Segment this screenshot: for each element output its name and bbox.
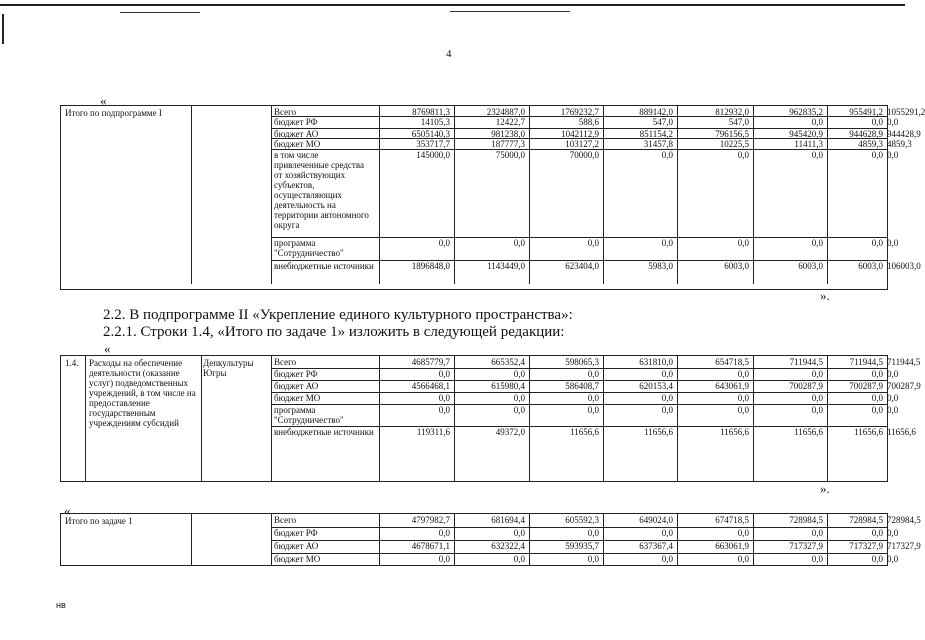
value-cell: 944428,9 [887,129,921,139]
value-cell: 8769811,3 [412,107,450,117]
value-cell: 547,0 [652,117,673,127]
grid-vline [271,106,272,284]
row-label: Итого по подпрограмме I [65,108,162,118]
value-cell: 700287,9 [887,381,921,391]
value-cell: 665352,4 [491,357,525,367]
grid-vline [191,514,192,565]
value-cell: 0,0 [513,393,525,403]
value-cell: 681694,4 [491,515,525,525]
value-cell: 717327,9 [887,541,921,551]
value-cell: 605592,3 [565,515,599,525]
value-cell: 0,0 [587,528,599,538]
quote-open-3: « [64,503,71,518]
scan-artifact-line [0,4,905,6]
heading-subprogram-2: 2.2. В подпрограмме II «Укрепление единого культурного пространства»: [103,307,573,323]
value-cell: 11656,6 [887,427,916,437]
value-cell: 1769232,7 [560,107,599,117]
value-cell: 547,0 [728,117,749,127]
funding-source-label: Всего [274,357,297,367]
value-cell: 955491,2 [849,107,883,117]
funding-source-label: программа "Сотрудничество" [274,405,344,425]
value-cell: 0,0 [513,369,525,379]
value-cell: 0,0 [811,369,823,379]
row-number: 1.4. [65,358,79,368]
value-cell: 0,0 [438,554,450,564]
value-cell: 4566468,1 [411,381,450,391]
value-cell: 674718,5 [715,515,749,525]
value-cell: 0,0 [737,393,749,403]
value-cell: 0,0 [513,405,525,415]
value-cell: 0,0 [887,554,899,564]
value-cell: 0,0 [871,554,883,564]
funding-source-label: в том числе привлеченные средства от хозяйствующих субъектов, осуществляющих деятельность на территории автономного округа [274,150,369,230]
value-cell: 0,0 [811,150,823,160]
value-cell: 0,0 [661,528,673,538]
value-cell: 0,0 [737,238,749,248]
value-cell: 598065,3 [565,357,599,367]
value-cell: 1896848,0 [411,261,450,271]
value-cell: 728984,5 [849,515,883,525]
funding-source-label: Всего [274,107,297,117]
value-cell: 0,0 [811,238,823,248]
value-cell: 103127,2 [565,139,599,149]
value-cell: 75000,0 [495,150,525,160]
funding-source-label: бюджет РФ [274,117,318,127]
quote-open-1: « [100,93,107,108]
scan-artifact-line [450,11,570,12]
value-cell: 851154,2 [639,129,673,139]
grid-vline [271,356,272,481]
value-cell: 0,0 [887,528,899,538]
funding-source-label: бюджет МО [274,393,321,403]
value-cell: 4678671,1 [411,541,450,551]
value-cell: 0,0 [513,238,525,248]
value-cell: 649024,0 [639,515,673,525]
value-cell: 0,0 [587,238,599,248]
value-cell: 11656,6 [644,427,673,437]
grid-vline [191,106,192,284]
value-cell: 1055291,2 [887,107,925,117]
grid-vline [201,356,202,481]
value-cell: 0,0 [887,393,899,403]
value-cell: 663061,9 [715,541,749,551]
value-cell: 0,0 [661,405,673,415]
value-cell: 0,0 [661,554,673,564]
value-cell: 0,0 [438,238,450,248]
value-cell: 0,0 [887,405,899,415]
value-cell: 945420,9 [789,129,823,139]
value-cell: 0,0 [587,369,599,379]
value-cell: 0,0 [737,150,749,160]
table-row-1-4 [60,355,921,482]
value-cell: 962835,2 [789,107,823,117]
value-cell: 11656,6 [720,427,749,437]
value-cell: 70000,0 [569,150,599,160]
value-cell: 593935,7 [565,541,599,551]
value-cell: 0,0 [887,150,899,160]
value-cell: 711944,5 [887,357,921,367]
row-label: Итого по задаче 1 [65,516,133,526]
scan-artifact-line [120,12,200,13]
value-cell: 586408,7 [565,381,599,391]
value-cell: 711944,5 [789,357,823,367]
value-cell: 106003,0 [887,261,921,271]
value-cell: 0,0 [811,554,823,564]
value-cell: 1143449,0 [487,261,525,271]
value-cell: 0,0 [871,238,883,248]
value-cell: 11656,6 [854,427,883,437]
value-cell: 0,0 [438,405,450,415]
value-cell: 0,0 [871,369,883,379]
value-cell: 0,0 [811,528,823,538]
funding-source-label: бюджет МО [274,139,321,149]
value-cell: 0,0 [737,528,749,538]
value-cell: 31457,8 [643,139,673,149]
quote-close-2: ». [820,481,830,496]
table-subprogram-1-total [60,105,925,290]
funding-source-label: бюджет АО [274,129,319,139]
value-cell: 187777,3 [491,139,525,149]
value-cell: 643061,9 [715,381,749,391]
value-cell: 717327,9 [789,541,823,551]
value-cell: 620153,4 [639,381,673,391]
value-cell: 711944,5 [849,357,883,367]
value-cell: 0,0 [737,554,749,564]
value-cell: 0,0 [737,405,749,415]
value-cell: 623404,0 [565,261,599,271]
value-cell: 0,0 [737,369,749,379]
value-cell: 0,0 [871,528,883,538]
quote-open-2: « [104,341,111,356]
value-cell: 944628,9 [849,129,883,139]
value-cell: 14105,3 [420,117,450,127]
value-cell: 728984,5 [789,515,823,525]
value-cell: 0,0 [887,238,899,248]
value-cell: 4859,3 [887,139,912,149]
value-cell: 0,0 [587,554,599,564]
value-cell: 0,0 [811,405,823,415]
value-cell: 0,0 [513,528,525,538]
value-cell: 6003,0 [798,261,823,271]
funding-source-label: Всего [274,515,297,525]
executor-label: Депкультуры Югры [203,358,254,378]
value-cell: 728984,5 [887,515,921,525]
value-cell: 1042112,9 [561,129,599,139]
quote-close-1: ». [820,288,830,303]
value-cell: 145000,0 [416,150,450,160]
value-cell: 0,0 [587,405,599,415]
value-cell: 0,0 [871,393,883,403]
value-cell: 4859,3 [858,139,883,149]
value-cell: 0,0 [587,393,599,403]
value-cell: 2324887,0 [486,107,525,117]
value-cell: 615980,4 [491,381,525,391]
value-cell: 0,0 [811,117,823,127]
value-cell: 5983,0 [648,261,673,271]
value-cell: 588,6 [578,117,599,127]
value-cell: 0,0 [661,150,673,160]
funding-source-label: бюджет РФ [274,528,318,538]
value-cell: 353717,7 [416,139,450,149]
value-cell: 11656,6 [570,427,599,437]
value-cell: 12422,7 [495,117,525,127]
funding-source-label: бюджет РФ [274,369,318,379]
funding-source-label: программа "Сотрудничество" [274,238,344,258]
value-cell: 796156,5 [715,129,749,139]
value-cell: 10225,5 [719,139,749,149]
value-cell: 49372,0 [495,427,525,437]
footer-mark: нв [56,600,66,610]
value-cell: 4685779,7 [411,357,450,367]
scan-artifact-edge [2,14,4,44]
value-cell: 0,0 [871,150,883,160]
value-cell: 0,0 [811,393,823,403]
value-cell: 632322,4 [491,541,525,551]
value-cell: 6505140,3 [411,129,450,139]
funding-source-label: бюджет АО [274,381,319,391]
value-cell: 0,0 [871,117,883,127]
funding-source-label: бюджет АО [274,541,319,551]
table-task-1-total [60,513,921,566]
funding-source-label: внебюджетные источники [274,261,374,271]
value-cell: 4797982,7 [411,515,450,525]
value-cell: 11411,3 [794,139,823,149]
value-cell: 889142,0 [639,107,673,117]
value-cell: 0,0 [661,369,673,379]
grid-vline [85,356,86,481]
value-cell: 700287,9 [849,381,883,391]
value-cell: 0,0 [871,405,883,415]
value-cell: 11656,6 [794,427,823,437]
value-cell: 0,0 [887,369,899,379]
value-cell: 0,0 [887,117,899,127]
value-cell: 119311,6 [416,427,450,437]
value-cell: 6003,0 [724,261,749,271]
value-cell: 637367,4 [639,541,673,551]
value-cell: 0,0 [661,393,673,403]
value-cell: 0,0 [438,528,450,538]
value-cell: 981238,0 [491,129,525,139]
value-cell: 0,0 [438,393,450,403]
page-number: 4 [446,48,452,60]
funding-source-label: внебюджетные источники [274,427,374,437]
value-cell: 654718,5 [715,357,749,367]
funding-source-label: бюджет МО [274,554,321,564]
heading-rows-replacement: 2.2.1. Строки 1.4, «Итого по задаче 1» изложить в следующей редакции: [103,324,565,340]
value-cell: 812932,0 [715,107,749,117]
row-label: Расходы на обеспечение деятельности (оказание услуг) подведомственных учреждений, в том числе на предоставление государственным учреждениям субсидий [89,358,196,428]
value-cell: 6003,0 [858,261,883,271]
value-cell: 700287,9 [789,381,823,391]
value-cell: 0,0 [438,369,450,379]
value-cell: 0,0 [513,554,525,564]
value-cell: 717327,9 [849,541,883,551]
value-cell: 631810,0 [639,357,673,367]
value-cell: 0,0 [661,238,673,248]
